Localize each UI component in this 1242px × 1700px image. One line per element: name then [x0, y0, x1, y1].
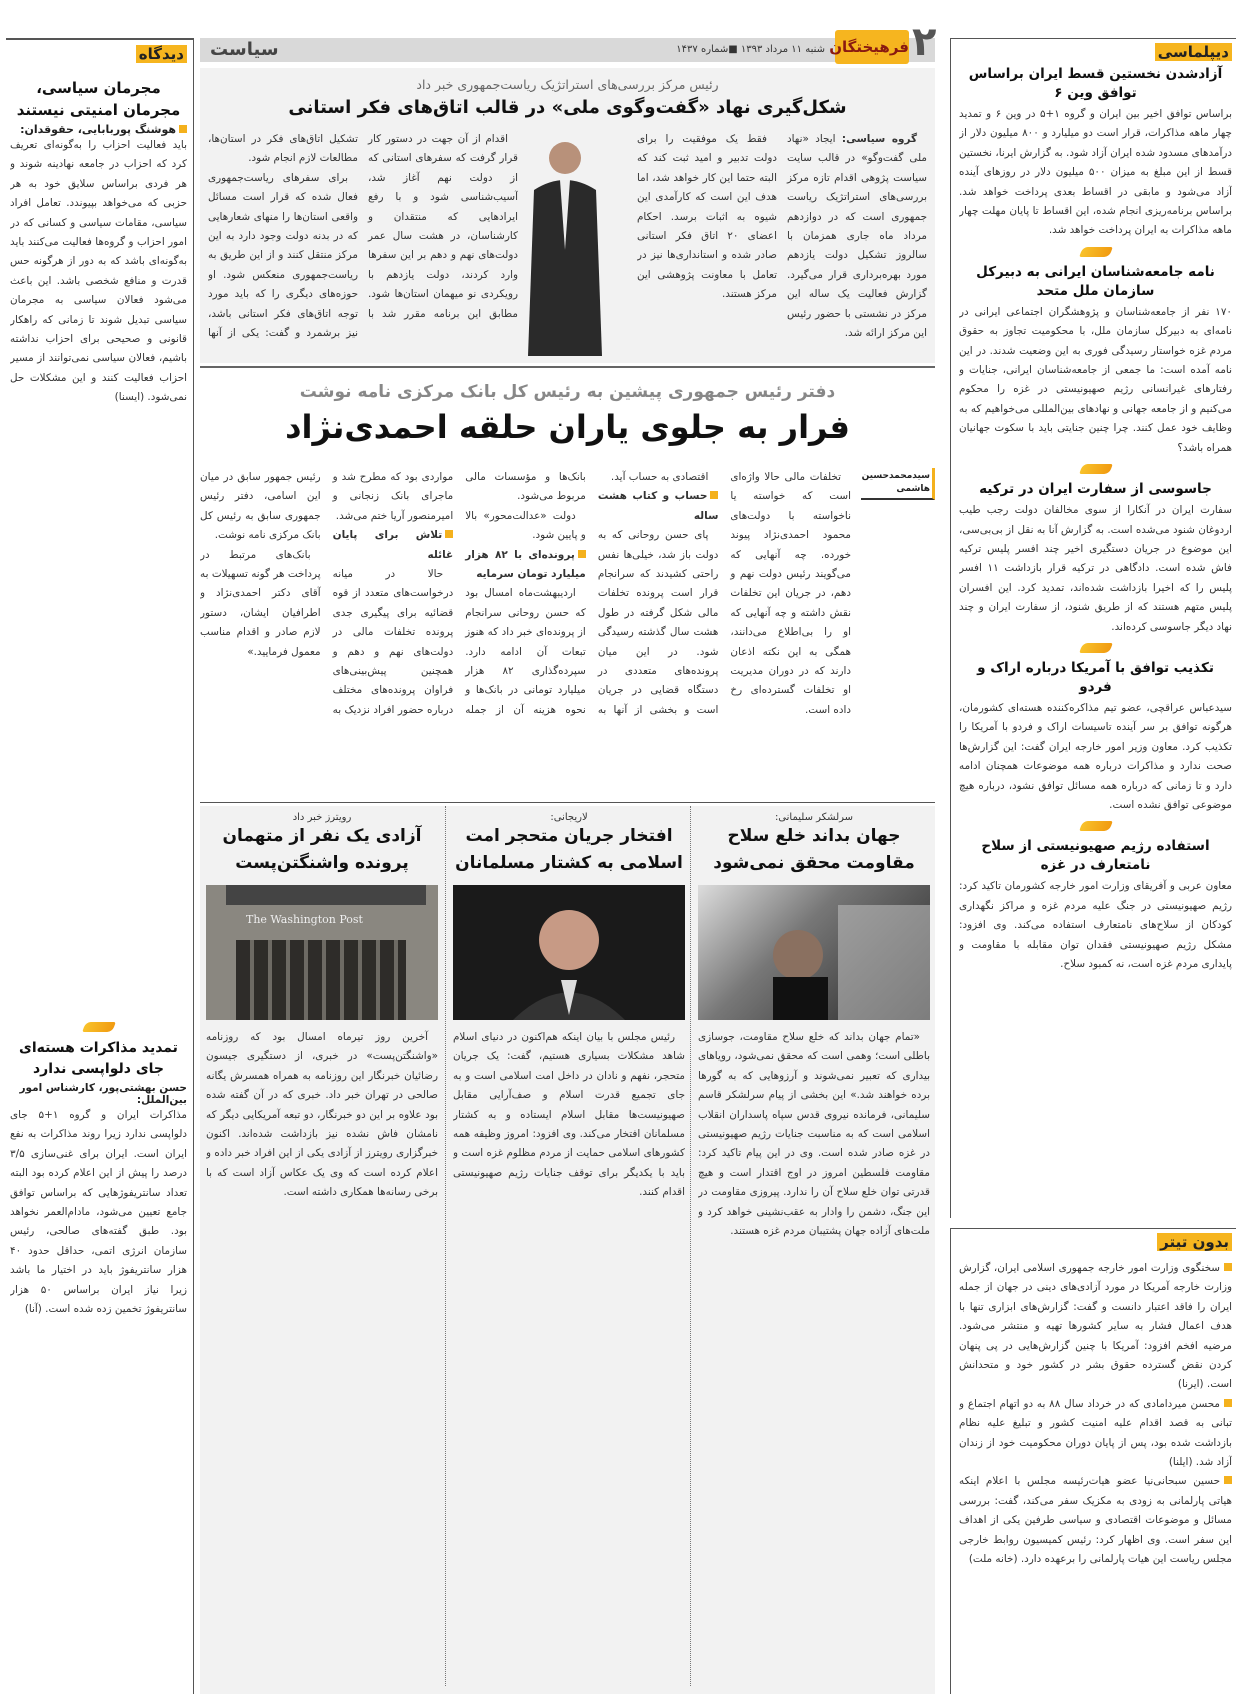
brief-item: محسن میردامادی که در خرداد سال ۸۸ به دو اتهام اجتماع و تبانی به قصد اقدام علیه امنیت کشور و تبلیغ علیه نظام بازداشت شده بود، پس از پایان دوران محکومیت خود از زندان آزاد شد. (ایلنا) — [959, 1397, 1232, 1469]
headline: افتخار جریان متحجر امت اسلامی به کشتار مسلمانان — [455, 826, 683, 873]
story-washington-post: رویترز خبر داد آزادی یک نفر از متهمان پرونده واشنگتن‌پست The Washington Post آخرین روز تیرماه امسال بود که روزنامه «واشنگتن‌پست» در خبری، از دستگیری جیسون رضائیان خبرنگار این روزنامه به همراه همسرش یگانه صالحی در تهران خبر داد. خبری که در آن گفته شده بود علاوه بر این دو خبرنگار، دو تبعه آمریکایی دیگر که نامشان فاش نشده نیز بازداشت شده‌اند. اکنون خبرگزاری رویترز از آزادی یکی از این افراد خبر داده و اعلام کرده است که وی یک عکاس آزاد است که با برخی رسانه‌ها همکاری داشته است. — [206, 812, 438, 1199]
bottom-stories — [200, 806, 935, 1694]
subhead: حساب و کتاب هشت ساله — [598, 487, 719, 526]
person-photo — [522, 130, 608, 356]
right-column-diplomacy: دیپلماسی آزادشدن نخستین قسط ایران براساس توافق وین ۶ براساس توافق اخیر بین ایران و گروه ۱+۵ در وین ۶ و تمدید چهار ماهه مذاکرات، قرار است دو میلیارد و ۸۰۰ میلیون دلار از درآمدهای مسدود شده ایران آزاد شود. به گزارش ایرنا، نخستین قسط از این مبلغ به میزان ۵۰۰ میلیون دلار در روزهای آینده آزاد می‌شود و مابقی در اقساط بعدی پرداخت خواهد شد. براساس برنامه‌ریزی انجام شده، این اقساط تا پایان مهلت چهار ماهه مذاکرات به ایران پرداخت خواهد شد. نامه جامعه‌شناسان ایرانی به دبیرکل سازمان ملل متحد ۱۷۰ نفر از جامعه‌شناسان و پژوهشگران اجتماعی ایرانی در نامه‌ای به دبیرکل سازمان ملل، با محکومیت تجاوز به حقوق مردم غزه خواستار رسیدگی فوری به این وضعیت شدند. در این نامه آمده است: ما جمعی از جامعه‌شناسان ایرانی، جنایات و رفتارهای غیرانسانی رژیم صهیونیستی در غزه را محکوم می‌کنیم و از جامعه جهانی و نهادهای بین‌المللی می‌خواهیم که به وظایف خود عمل کنند. چرا چنین جنایتی باید با سکوت جهانیان همراه باشد؟ جاسوسی از سفارت ایران در ترکیه سفارت ایران در آنکارا از سوی مخالفان دولت رجب طیب اردوغان شنود می‌شده است. به گزارش آنا به نقل از بی‌بی‌سی، این موضوع در جریان دستگیری اخیر چند افسر پلیس ترکیه فاش شده است. دادگاهی در ترکیه قرار بازداشت ۱۱ افسر پلیس را که اخیرا بازداشت شده‌اند، تمدید کرد. این افسران پلیس متهم هستند که از طریق شنود، از سفارت ایران و چند نهاد دیگر جاسوسی کرده‌اند. تکذیب توافق با آمریکا درباره اراک و فردو سیدعباس عراقچی، عضو تیم مذاکره‌کننده هسته‌ای کشورمان، هرگونه توافق بر سر آینده تاسیسات اراک و فردو با آمریکا را تکذیب کرد. معاون وزیر امور خارجه ایران گفت: این گزارش‌ها صحت ندارد و مذاکرات درباره همه موضوعات همچنان ادامه دارد و تا زمانی که درباره همه مسائل توافق نشود، درباره هیچ موضوعی توافق نشده است. استفاده رژیم صهیونیستی از سلاح نامتعارف در غزه معاون عربی و آفریقای وزارت امور خارجه کشورمان تاکید کرد: رژیم صهیونیستی در جنگ علیه مردم غزه و مراکز نگهداری کودکان از سلاح‌های نامتعارف استفاده می‌کند. وی افزود: مشکل رژیم صهیونیستی فقدان توان مقابله با مقاومت و پایداری مردم غزه است، نه کمبود سلاح. — [950, 38, 1236, 1218]
main-story — [200, 372, 935, 797]
divider — [200, 366, 935, 368]
briefs-box — [950, 1228, 1236, 1694]
top-story — [200, 68, 935, 363]
headline: جهان بداند خلع سلاح مقاومت محقق نمی‌شود — [713, 826, 915, 873]
ornament — [1079, 821, 1113, 831]
brief-item: سخنگوی وزارت امور خارجه جمهوری اسلامی ایران، گزارش وزارت خارجه آمریکا در مورد آزادی‌های دینی در جهان از جمله ایران را فاقد اعتبار دانست و گفت: گزارش‌های ابزاری تنها با هدف اعمال فشار به سایر کشورها تهیه و منتشر می‌شود. مرضیه افخم افزود: آمریکا با چنین گزارش‌هایی در پی پنهان کردن نقض گسترده حقوق بشر در کشور خود و متحدانش است. (ایرنا) — [959, 1262, 1232, 1391]
column-separator — [445, 806, 446, 1686]
person-in-car-photo — [698, 885, 930, 1020]
ornament — [1079, 247, 1113, 257]
main-story-kicker: دفتر رئیس جمهوری پیشین به رئیس کل بانک مرکزی نامه نوشت — [299, 382, 836, 402]
top-story-photo — [522, 130, 608, 356]
ornament — [1079, 464, 1113, 474]
date-issue: شنبه ۱۱ مرداد ۱۳۹۳ ■شماره ۱۴۳۷ — [676, 44, 825, 55]
top-story-headline: شکل‌گیری نهاد «گفت‌وگوی ملی» در قالب اتاق‌های فکر استانی — [288, 97, 847, 118]
top-story-body-left: اقدام از آن جهت در دستور کار قرار گرفت که سفرهای استانی که از دولت نهم آغاز شد، آسیب‌شناسی شود و با رفع ایرادهایی که منتقدان و کارشناسان، در هشت سال عمر دولت‌های نهم و دهم بر این سفرها وارد کردند، دولت یازدهم با رویکردی نو میهمان استان‌ها شود. مطابق این برنامه مقرر شد با تشکیل اتاق‌های فکر در استان‌ها، مطالعات لازم انجام شود. برای سفرهای ریاست‌جمهوری فعال شده که قرار است مسائل واقعی استان‌ها را منهای شعارهایی که در بدنه دولت وجود دارد به این مرکز منتقل کنند و از این طریق به ریاست‌جمهوری منعکس شود. او حوزه‌های دیگری را که باید مورد توجه اتاق‌های فکر استانی باشد، نیز برشمرد و گفت: یکی از آنها — [208, 133, 518, 340]
ornament — [1079, 643, 1113, 653]
speaker-photo — [453, 885, 685, 1020]
photo-car — [698, 885, 930, 1020]
main-story-headline: فرار به جلوی یاران حلقه احمدی‌نژاد — [285, 408, 850, 446]
main-story-body — [200, 468, 935, 797]
photo-larijani — [453, 885, 685, 1020]
headline: تمدید مذاکرات هسته‌ای جای دلواپسی ندارد — [19, 1040, 178, 1077]
main-story-columns: تخلفات مالی حالا واژه‌ای است که خواسته یا ناخواسته با دولت‌های محمود احمدی‌نژاد پیوند خورده. چه آنهایی که می‌گویند رئیس دولت نهم و دهم، در جریان این تخلفات نقش داشته و چه آنهایی که او را بی‌اطلاع می‌دانند، همگی به این نکته اذعان دارند که در دوران مدیریت او تخلفات گسترده‌ای رخ داده است. اقتصادی به حساب آید. حساب و کتاب هشت ساله پای حسن روحانی که به دولت باز شد، خیلی‌ها نفس راحتی کشیدند که سرانجام قرار است پرونده تخلفات مالی شکل گرفته در طول هشت سال گذشته رسیدگی شود. در این میان پرونده‌های متعددی در دستگاه قضایی در جریان است و بخشی از آنها به بانک‌ها و مؤسسات مالی مربوط می‌شود. دولت «عدالت‌محور» بالا و پایین شود. پرونده‌ای با ۸۲ هزار میلیارد تومان سرمایه اردیبهشت‌ماه امسال بود که حسن روحانی سرانجام از پرونده‌ای خبر داد که هنوز تبعات آن ادامه دارد. سپرده‌گذاری ۸۲ هزار میلیارد تومانی در بانک‌ها و نحوه هزینه آن از جمله مواردی بود که مطرح شد و ماجرای بانک زنجانی و امیرمنصور آریا ختم می‌شد. تلاش برای پایان غائله حالا در میانه درخواست‌های متعدد از قوه قضائیه برای پیگیری جدی پرونده تخلفات مالی در دولت‌های نهم و دهم و همچنین پیش‌بینی‌های فراوان پرونده‌های مختلف درباره حضور افراد نزدیک به رئیس جمهور سابق در میان این اسامی، دفتر رئیس جمهوری سابق به رئیس کل بانک مرکزی نامه نوشت. بانک‌های مرتبط در پرداخت هر گونه تسهیلات به آقای دکتر احمدی‌نژاد و اطرافیان ایشان، دستور لازم صادر و اقدام مناسب معمول فرمایید.» — [200, 471, 851, 716]
section-tag: بدون تیتر — [1157, 1233, 1232, 1251]
author-column — [861, 468, 935, 797]
author-byline: سیدمحمدحسین هاشمی — [861, 468, 935, 500]
story-larijani: لاریجانی: افتخار جریان متحجر امت اسلامی به کشتار مسلمانان رئیس مجلس با بیان اینکه هم‌اکنون در دنیای اسلام شاهد مشکلات بسیاری هستیم، گفت: یک جریان متحجر، نفهم و نادان در داخل امت اسلامی است و به جای تجمیع قدرت اسلام و صف‌آرایی مقابل صهیونیست‌ها مقابل اسلام ایستاده و به کشتار مسلمانان افتخار می‌کند. وی افزود: امروز وظیفه همه کشورهای اسلامی حمایت از مردم مظلوم غزه است و باید با یکدیگر برای توقف جنایات رژیم صهیونیستی اقدام کنند. — [453, 812, 685, 1199]
subhead: پرونده‌ای با ۸۲ هزار میلیارد تومان سرمایه — [465, 546, 586, 585]
section-tag: دیپلماسی — [1155, 43, 1232, 61]
byline: هوشنگ پوربابایی، حقوقدان: — [10, 123, 187, 136]
headline: آزادی یک نفر از متهمان پرونده واشنگتن‌پست — [222, 826, 422, 873]
top-story-kicker: رئیس مرکز بررسی‌های استراتژیک ریاست‌جمهوری خبر داد — [416, 77, 719, 92]
brief-item: حسین سبحانی‌نیا عضو هیات‌رئیسه مجلس با اعلام اینکه هیاتی پارلمانی به زودی به مکزیک سفر می‌کند، گفت: بررسی مسائل و موضوعات اقتصادی و سیاسی طرفین یکی از اهداف این سفر است. وی اظهار کرد: رئیس کمیسیون روابط خارجی مجلس ریاست این هیات پارلمانی را برعهده دارد. (خانه ملت) — [959, 1475, 1232, 1566]
story-soleimani: سرلشکر سلیمانی: جهان بداند خلع سلاح مقاومت محقق نمی‌شود «تمام جهان بداند که خلع سلاح مقاومت، جوسازی باطلی است؛ وهمی است که محقق نمی‌شود، رویاهای بیداری که تعبیر نمی‌شوند و آرزوهایی که به گورها برده خواهند شد.» این بخشی از پیام سرلشکر قاسم سلیمانی، فرمانده نیروی قدس سپاه پاسداران انقلاب اسلامی است که به مناسبت جنایات رژیم صهیونیستی در غزه صادر شده است. وی در این پیام تاکید کرد: مقاومت فلسطین امروز در اوج اقتدار است و هیچ قدرتی توان خلع سلاح آن را ندارد. پیروزی مقاومت در این جنگ، دشمن را وادار به عقب‌نشینی خواهد کرد و ملت‌های آزاده جهان پشتیبان مردم غزه هستند. — [698, 812, 930, 1238]
photo-washington-post: The Washington Post — [206, 885, 438, 1020]
header-band — [200, 38, 935, 62]
page-number: ۲ — [912, 19, 937, 65]
ornament — [82, 1022, 116, 1032]
left-column: دیدگاه مجرمان سیاسی، مجرمان امنیتی نیستند هوشنگ پوربابایی، حقوقدان: باید فعالیت احزاب را به‌گونه‌ای تعریف کرد که احزاب در جامعه نهادینه شوند و هر فردی براساس سلایق خود به هر حزبی که می‌خواهد بپیوندد. تعامل افراد سیاسی، مقامات سیاسی و کسانی که در امور احزاب و گروه‌ها فعالیت می‌کنند باید به‌گونه‌ای باشد که به دور از هرگونه حس قدرت و منافع شخصی باشد. این باعث می‌شود فعالان سیاسی به مجرمان سیاسی تبدیل شوند تا زمانی که راهکار قانونی و صحیحی برای احزاب نداشته باشیم، فعالان سیاسی نمی‌توانند از مسیر احزاب فعالیت کنند و این مشکلات حل نمی‌شود. (ایسنا) تمدید مذاکرات هسته‌ای جای دلواپسی ندارد حسن بهشتی‌پور، کارشناس امور بین‌الملل: مذاکرات ایران و گروه ۱+۵ جای دلواپسی ندارد زیرا روند مذاکرات به نفع ایران است. ایران برای غنی‌سازی ۳/۵ درصد را پیش از این اعلام کرده بود البته تعداد سانتریفوژهایی که براساس توافق جامع تعیین می‌شود، مادام‌العمر نخواهد بود. طبق گفته‌های صالحی، رئیس سازمان انرژی اتمی، حداقل حدود ۴۰ هزار سانتریفوژ باید در اختیار ما باشد زیرا نیاز ایران براساس ۵۰ هزار سانتریفوژ تخمین زده شده است. (آنا) — [6, 38, 194, 1694]
section-tag: دیدگاه — [136, 45, 187, 63]
newspaper-logo: فرهیختگان — [835, 30, 909, 64]
column-separator — [690, 806, 691, 1686]
section-title: سیاست — [210, 39, 279, 60]
subhead: تلاش برای پایان غائله — [333, 526, 454, 565]
divider — [200, 802, 935, 803]
top-story-body-right: گروه سیاسی: ایجاد «نهاد ملی گفت‌وگو» در قالب سایت سیاست پژوهی اقدام تازه مرکز بررسی‌های استراتژیک ریاست جمهوری است که در دوازدهم مرداد ماه جاری همزمان با سالروز تشکیل دولت یازدهم مورد بهره‌برداری قرار می‌گیرد. گزارش فعالیت یک ساله این مرکز در نشستی با حضور رئیس این مرکز ارائه شد. فقط یک موفقیت را برای دولت تدبیر و امید ثبت کند که البته حتما این کار خواهد شد، اما هدف این است که کارآمدی این شیوه به اثبات برسد. احکام اعضای ۲۰ اتاق فکر استانی صادر شده و استانداری‌ها نیز در تعامل با معاونت پژوهشی این مرکز هستند. — [637, 133, 927, 340]
headline: مجرمان سیاسی، مجرمان امنیتی نیستند — [16, 79, 181, 119]
